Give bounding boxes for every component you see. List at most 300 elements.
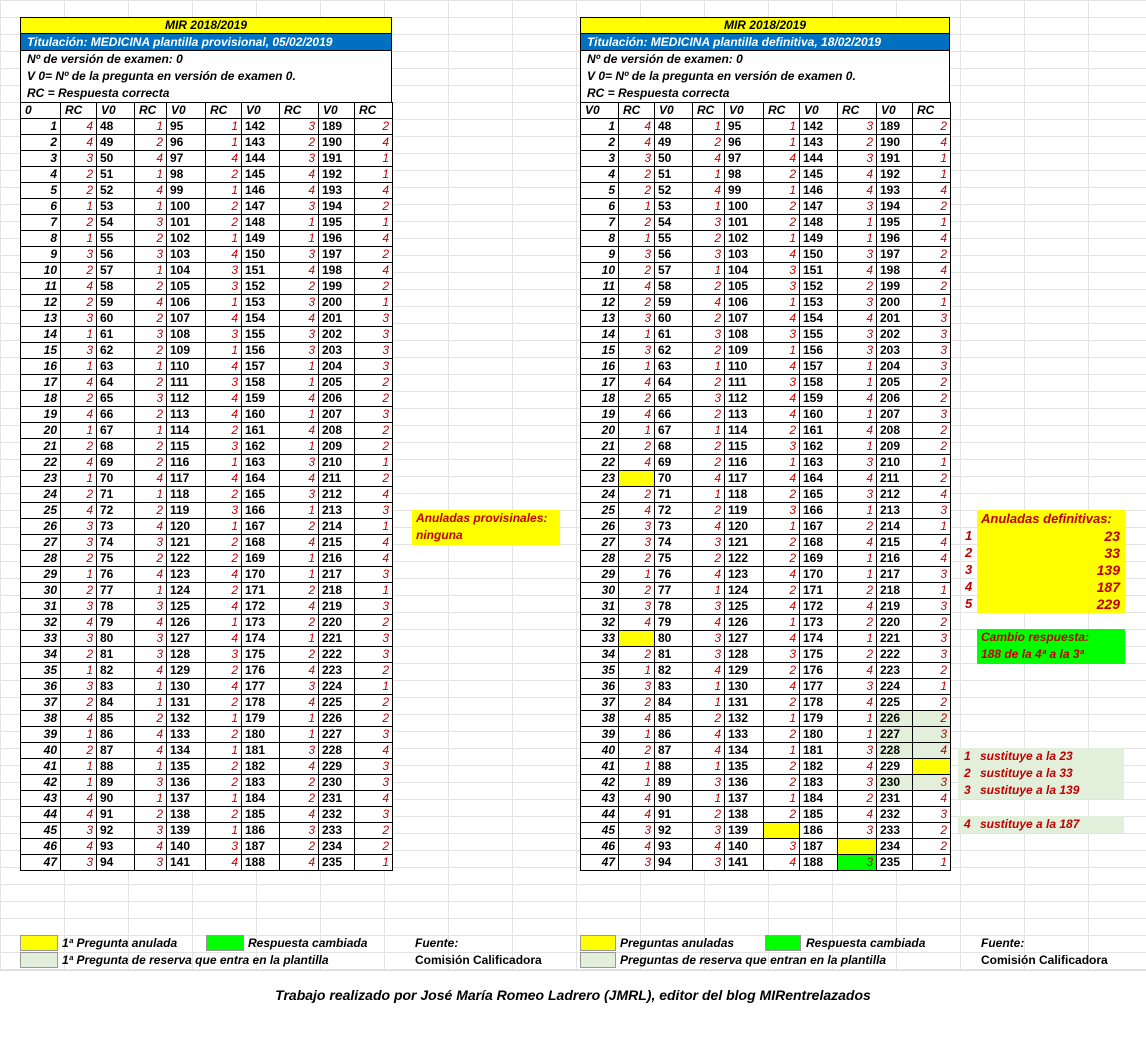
answer-cell: 1 — [764, 711, 800, 727]
answer-cell: 1 — [619, 359, 655, 375]
answer-cell: 3 — [913, 807, 951, 823]
answer-cell: 2 — [619, 695, 655, 711]
question-number-cell: 235 — [319, 855, 355, 871]
answer-cell: 3 — [61, 823, 97, 839]
table-row — [21, 775, 393, 791]
table-row — [21, 455, 393, 471]
question-number-cell: 36 — [581, 679, 619, 695]
answer-cell: 1 — [355, 295, 393, 311]
question-number-cell: 26 — [581, 519, 619, 535]
question-number-cell: 105 — [167, 279, 206, 295]
question-number-cell: 211 — [319, 471, 355, 487]
answer-cell: 1 — [355, 679, 393, 695]
answer-cell: 4 — [61, 279, 97, 295]
answer-cell: 4 — [355, 535, 393, 551]
question-number-cell: 151 — [800, 263, 838, 279]
question-number-cell: 176 — [800, 663, 838, 679]
question-number-cell: 216 — [319, 551, 355, 567]
question-number-cell: 99 — [167, 183, 206, 199]
question-number-cell: 39 — [21, 727, 61, 743]
question-number-cell: 229 — [877, 759, 913, 775]
question-number-cell: 58 — [655, 279, 693, 295]
answer-cell: 2 — [61, 487, 97, 503]
answer-cell: 4 — [693, 663, 725, 679]
answer-cell: 3 — [61, 343, 97, 359]
question-number-cell: 81 — [97, 647, 135, 663]
question-number-cell: 86 — [97, 727, 135, 743]
answer-cell: 1 — [280, 631, 319, 647]
answer-cell: 3 — [206, 503, 242, 519]
question-number-cell: 89 — [655, 775, 693, 791]
answer-cell: 2 — [764, 423, 800, 439]
left-header-cell: RC — [135, 103, 167, 119]
question-number-cell: 228 — [877, 743, 913, 759]
question-number-cell: 43 — [21, 791, 61, 807]
question-number-cell: 198 — [877, 263, 913, 279]
answer-cell: 4 — [838, 263, 877, 279]
question-number-cell: 106 — [725, 295, 764, 311]
table-row — [21, 791, 393, 807]
answer-cell: 1 — [764, 183, 800, 199]
right-title: MIR 2018/2019 — [580, 17, 950, 34]
question-number-cell: 128 — [167, 647, 206, 663]
question-number-cell: 68 — [655, 439, 693, 455]
reserve-note — [958, 765, 1124, 782]
answer-cell: 4 — [764, 151, 800, 167]
answer-cell: 4 — [764, 471, 800, 487]
answer-cell: 3 — [61, 631, 97, 647]
question-number-cell: 193 — [877, 183, 913, 199]
answer-cell: 4 — [838, 663, 877, 679]
answer-cell: 4 — [693, 519, 725, 535]
answer-cell: 3 — [693, 599, 725, 615]
answer-cell: 3 — [693, 647, 725, 663]
question-number-cell: 115 — [725, 439, 764, 455]
question-number-cell: 37 — [21, 695, 61, 711]
answer-cell: 4 — [764, 855, 800, 871]
right-legend-reserve-swatch — [580, 952, 616, 968]
table-row — [21, 471, 393, 487]
answer-cell: 1 — [764, 231, 800, 247]
answer-cell: 1 — [206, 519, 242, 535]
question-number-cell: 195 — [319, 215, 355, 231]
answer-cell: 2 — [206, 199, 242, 215]
question-number-cell: 97 — [167, 151, 206, 167]
table-row — [21, 567, 393, 583]
answer-cell: 1 — [838, 407, 877, 423]
question-number-cell: 34 — [21, 647, 61, 663]
answer-cell: 4 — [913, 791, 951, 807]
answer-cell: 4 — [764, 407, 800, 423]
left-legend-yellow-swatch — [20, 935, 58, 951]
answer-cell: 3 — [280, 679, 319, 695]
answer-cell: 3 — [206, 439, 242, 455]
question-number-cell: 7 — [21, 215, 61, 231]
answer-cell: 2 — [764, 663, 800, 679]
left-info-rc: RC = Respuesta correcta — [20, 85, 392, 102]
question-number-cell: 184 — [800, 791, 838, 807]
question-number-cell: 168 — [800, 535, 838, 551]
question-number-cell: 45 — [21, 823, 61, 839]
question-number-cell: 66 — [97, 407, 135, 423]
answer-cell: 2 — [913, 839, 951, 855]
answer-cell: 2 — [764, 807, 800, 823]
answer-cell: 2 — [61, 391, 97, 407]
question-number-cell: 203 — [319, 343, 355, 359]
answer-cell: 4 — [355, 551, 393, 567]
question-number-cell: 165 — [242, 487, 280, 503]
question-number-cell: 23 — [581, 471, 619, 487]
answer-cell: 3 — [619, 311, 655, 327]
answer-cell: 1 — [913, 519, 951, 535]
answer-cell: 1 — [693, 791, 725, 807]
answer-cell: 2 — [693, 407, 725, 423]
answer-cell: 4 — [206, 359, 242, 375]
question-number-cell: 215 — [877, 535, 913, 551]
left-source: Comisión Calificadora — [415, 953, 542, 967]
table-row — [581, 551, 951, 567]
answer-cell: 1 — [355, 455, 393, 471]
answer-cell: 3 — [135, 631, 167, 647]
table-row — [21, 711, 393, 727]
question-number-cell: 56 — [97, 247, 135, 263]
answer-cell: 1 — [61, 327, 97, 343]
answer-cell: 4 — [61, 135, 97, 151]
question-number-cell: 67 — [655, 423, 693, 439]
answer-cell: 2 — [135, 551, 167, 567]
question-number-cell: 132 — [167, 711, 206, 727]
question-number-cell: 2 — [581, 135, 619, 151]
table-row — [581, 823, 951, 839]
question-number-cell: 121 — [725, 535, 764, 551]
answer-cell: 2 — [619, 439, 655, 455]
right-legend-green-swatch — [765, 935, 801, 951]
question-number-cell: 187 — [242, 839, 280, 855]
question-number-cell: 14 — [581, 327, 619, 343]
question-number-cell: 154 — [800, 311, 838, 327]
answer-cell: 4 — [61, 503, 97, 519]
answer-cell: 2 — [693, 135, 725, 151]
answer-cell: 3 — [619, 343, 655, 359]
question-number-cell: 172 — [242, 599, 280, 615]
answer-cell: 1 — [206, 231, 242, 247]
answer-cell: 3 — [355, 807, 393, 823]
question-number-cell: 231 — [877, 791, 913, 807]
answer-cell: 1 — [61, 359, 97, 375]
question-number-cell: 10 — [21, 263, 61, 279]
question-number-cell: 132 — [725, 711, 764, 727]
answer-cell: 2 — [280, 775, 319, 791]
answer-cell: 1 — [280, 567, 319, 583]
answer-cell: 3 — [693, 247, 725, 263]
question-number-cell: 59 — [97, 295, 135, 311]
question-number-cell: 17 — [21, 375, 61, 391]
question-number-cell: 110 — [725, 359, 764, 375]
question-number-cell: 129 — [725, 663, 764, 679]
question-number-cell: 133 — [725, 727, 764, 743]
answer-cell: 4 — [206, 391, 242, 407]
answer-cell: 4 — [206, 471, 242, 487]
answer-cell: 2 — [61, 551, 97, 567]
left-title: MIR 2018/2019 — [20, 17, 392, 34]
question-number-cell: 216 — [877, 551, 913, 567]
question-number-cell: 75 — [655, 551, 693, 567]
question-number-cell: 7 — [581, 215, 619, 231]
answer-cell: 4 — [838, 167, 877, 183]
question-number-cell: 88 — [655, 759, 693, 775]
question-number-cell: 233 — [319, 823, 355, 839]
reserve-note — [958, 748, 1124, 765]
question-number-cell: 106 — [167, 295, 206, 311]
table-row — [581, 199, 951, 215]
table-row — [581, 167, 951, 183]
answer-cell: 1 — [838, 375, 877, 391]
table-row — [21, 247, 393, 263]
question-number-cell: 188 — [242, 855, 280, 871]
table-row — [21, 551, 393, 567]
question-number-cell: 35 — [21, 663, 61, 679]
answer-cell: 4 — [913, 535, 951, 551]
question-number-cell: 91 — [655, 807, 693, 823]
right-header-cell: RC — [619, 103, 655, 119]
question-number-cell: 154 — [242, 311, 280, 327]
question-number-cell: 163 — [242, 455, 280, 471]
question-number-cell: 177 — [242, 679, 280, 695]
answer-cell: 4 — [619, 135, 655, 151]
question-number-cell: 84 — [655, 695, 693, 711]
question-number-cell: 124 — [725, 583, 764, 599]
answer-cell: 3 — [913, 343, 951, 359]
answer-cell: 2 — [61, 695, 97, 711]
table-row — [581, 727, 951, 743]
question-number-cell: 193 — [319, 183, 355, 199]
question-number-cell: 93 — [97, 839, 135, 855]
table-row — [581, 375, 951, 391]
answer-cell: 2 — [61, 295, 97, 311]
answer-cell: 4 — [135, 567, 167, 583]
answer-cell: 4 — [206, 407, 242, 423]
answer-cell: 1 — [280, 503, 319, 519]
answer-cell: 4 — [280, 695, 319, 711]
answer-cell: 1 — [693, 423, 725, 439]
answer-cell: 3 — [693, 535, 725, 551]
question-number-cell: 77 — [655, 583, 693, 599]
question-number-cell: 203 — [877, 343, 913, 359]
question-number-cell: 24 — [581, 487, 619, 503]
question-number-cell: 20 — [581, 423, 619, 439]
question-number-cell: 170 — [800, 567, 838, 583]
answer-cell: 2 — [764, 199, 800, 215]
question-number-cell: 60 — [97, 311, 135, 327]
question-number-cell: 55 — [97, 231, 135, 247]
question-number-cell: 1 — [581, 119, 619, 135]
answer-cell: 1 — [206, 183, 242, 199]
question-number-cell: 20 — [21, 423, 61, 439]
question-number-cell: 159 — [242, 391, 280, 407]
answer-cell: 3 — [913, 327, 951, 343]
answer-cell: 2 — [693, 343, 725, 359]
table-row — [21, 583, 393, 599]
question-number-cell: 12 — [581, 295, 619, 311]
answer-cell: 4 — [206, 679, 242, 695]
reserve-note — [958, 782, 1124, 799]
answer-cell: 3 — [280, 743, 319, 759]
table-row — [21, 679, 393, 695]
question-number-cell: 197 — [877, 247, 913, 263]
question-number-cell: 58 — [97, 279, 135, 295]
answer-cell: 1 — [838, 439, 877, 455]
answer-cell: 4 — [61, 375, 97, 391]
question-number-cell: 225 — [877, 695, 913, 711]
answer-cell: 1 — [280, 727, 319, 743]
answer-cell: 3 — [838, 199, 877, 215]
question-number-cell: 82 — [97, 663, 135, 679]
answer-cell: 3 — [838, 327, 877, 343]
answer-cell: 3 — [693, 855, 725, 871]
answer-cell: 4 — [764, 599, 800, 615]
table-row — [581, 279, 951, 295]
table-row — [21, 855, 393, 871]
question-number-cell: 146 — [800, 183, 838, 199]
question-number-cell: 164 — [242, 471, 280, 487]
table-row — [21, 535, 393, 551]
answer-cell: 3 — [693, 775, 725, 791]
question-number-cell: 140 — [725, 839, 764, 855]
question-number-cell: 129 — [167, 663, 206, 679]
answer-cell: 3 — [206, 279, 242, 295]
answer-cell: 2 — [355, 711, 393, 727]
table-row — [21, 183, 393, 199]
question-number-cell: 181 — [800, 743, 838, 759]
answer-cell: 3 — [838, 343, 877, 359]
question-number-cell: 161 — [242, 423, 280, 439]
answer-cell: 2 — [619, 183, 655, 199]
right-legend-green-label: Respuesta cambiada — [806, 936, 926, 950]
table-row — [21, 375, 393, 391]
question-number-cell: 76 — [655, 567, 693, 583]
answer-cell: 1 — [61, 423, 97, 439]
question-number-cell: 201 — [319, 311, 355, 327]
question-number-cell: 16 — [21, 359, 61, 375]
answer-cell: 3 — [135, 535, 167, 551]
answer-cell: 2 — [355, 423, 393, 439]
answer-cell: 3 — [693, 215, 725, 231]
answer-cell: 2 — [206, 215, 242, 231]
answer-cell: 2 — [913, 423, 951, 439]
question-number-cell: 112 — [725, 391, 764, 407]
answer-cell: 1 — [280, 359, 319, 375]
question-number-cell: 29 — [581, 567, 619, 583]
table-row — [581, 215, 951, 231]
answer-cell: 4 — [135, 743, 167, 759]
answer-cell: 3 — [135, 391, 167, 407]
table-row — [581, 135, 951, 151]
answer-cell: 4 — [619, 807, 655, 823]
question-number-cell: 149 — [800, 231, 838, 247]
question-number-cell: 2 — [21, 135, 61, 151]
answer-cell: 3 — [355, 631, 393, 647]
table-row — [581, 327, 951, 343]
question-number-cell: 182 — [242, 759, 280, 775]
answer-cell: 3 — [355, 503, 393, 519]
table-row — [21, 631, 393, 647]
answer-cell: 1 — [619, 759, 655, 775]
question-number-cell: 145 — [242, 167, 280, 183]
question-number-cell: 186 — [800, 823, 838, 839]
question-number-cell: 28 — [21, 551, 61, 567]
question-number-cell: 113 — [725, 407, 764, 423]
right-source: Comisión Calificadora — [981, 953, 1108, 967]
answer-cell: 1 — [693, 583, 725, 599]
answer-cell: 3 — [280, 455, 319, 471]
answer-cell: 1 — [206, 743, 242, 759]
answer-cell: 4 — [838, 471, 877, 487]
right-info-version: Nº de versión de examen: 0 — [580, 51, 950, 68]
question-number-cell: 4 — [21, 167, 61, 183]
question-number-cell: 184 — [242, 791, 280, 807]
footer-band — [0, 970, 1146, 1038]
left-legend-yellow-label: 1ª Pregunta anulada — [62, 936, 178, 950]
left-subtitle: Titulación: MEDICINA plantilla provisional, 05/02/2019 — [20, 34, 392, 51]
question-number-cell: 111 — [167, 375, 206, 391]
answer-cell: 4 — [693, 183, 725, 199]
question-number-cell: 73 — [655, 519, 693, 535]
answer-cell: 1 — [913, 583, 951, 599]
question-number-cell: 85 — [97, 711, 135, 727]
answer-cell: 2 — [355, 391, 393, 407]
answer-cell: 4 — [206, 631, 242, 647]
table-row — [581, 679, 951, 695]
table-row — [581, 807, 951, 823]
question-number-cell: 185 — [242, 807, 280, 823]
question-number-cell: 175 — [800, 647, 838, 663]
right-header-cell: RC — [764, 103, 800, 119]
question-number-cell: 178 — [800, 695, 838, 711]
question-number-cell: 66 — [655, 407, 693, 423]
table-row — [581, 631, 951, 647]
answer-cell: 4 — [619, 839, 655, 855]
question-number-cell: 5 — [21, 183, 61, 199]
answer-cell: 2 — [764, 727, 800, 743]
question-number-cell: 174 — [242, 631, 280, 647]
question-number-cell: 212 — [319, 487, 355, 503]
answer-cell: 1 — [355, 167, 393, 183]
question-number-cell: 204 — [319, 359, 355, 375]
answer-cell: 2 — [764, 583, 800, 599]
right-answer-table — [580, 102, 951, 871]
annulled-question: 187 — [1096, 579, 1120, 595]
question-number-cell: 13 — [21, 311, 61, 327]
answer-cell: 3 — [838, 247, 877, 263]
answer-cell: 1 — [206, 135, 242, 151]
question-number-cell: 180 — [800, 727, 838, 743]
answer-cell: 4 — [206, 855, 242, 871]
question-number-cell: 215 — [319, 535, 355, 551]
answer-cell: 2 — [838, 647, 877, 663]
question-number-cell: 4 — [581, 167, 619, 183]
question-number-cell: 226 — [319, 711, 355, 727]
table-row — [21, 311, 393, 327]
answer-cell — [913, 759, 951, 775]
answer-cell: 2 — [135, 135, 167, 151]
right-source-label: Fuente: — [981, 936, 1025, 950]
answer-cell: 3 — [838, 455, 877, 471]
answer-cell: 2 — [355, 199, 393, 215]
table-row — [581, 567, 951, 583]
answer-cell: 2 — [913, 375, 951, 391]
answer-cell: 1 — [693, 759, 725, 775]
answer-cell: 4 — [764, 311, 800, 327]
